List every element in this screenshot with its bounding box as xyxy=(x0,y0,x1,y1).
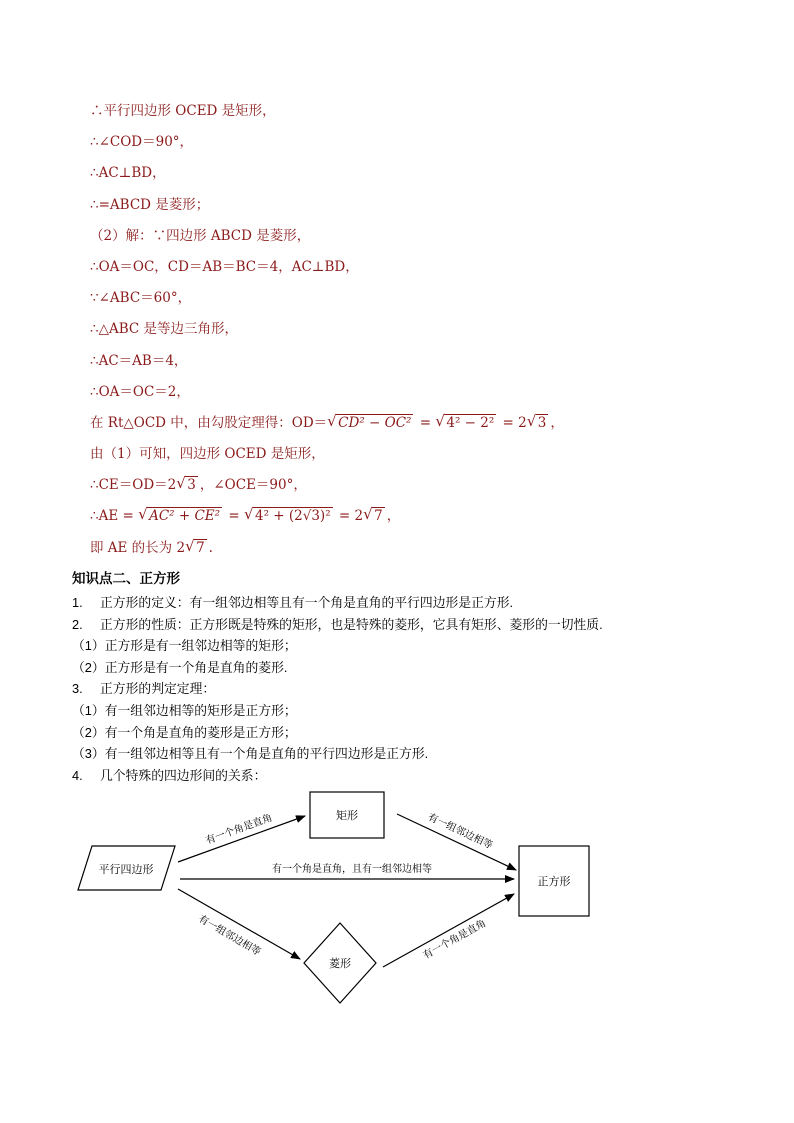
solution-line-ae: ∴AE = √ AC² + CE² = √ 4² + (2√3)² = 2 √ 7 ， xyxy=(90,501,730,532)
list-item: 1. 正方形的定义：有一组邻边相等且有一个角是直角的平行四边形是正方形. xyxy=(72,595,514,610)
solution-line: ∵∠ABC＝60°， xyxy=(90,290,192,307)
list-item: 4. 几个特殊的四边形间的关系： xyxy=(72,767,267,783)
edge-label-rect-square: 有一组邻边相等 xyxy=(426,811,495,852)
square-label: 正方形 xyxy=(537,875,571,888)
sqrt-expression: √ 4² + (2√3)² xyxy=(244,501,333,532)
solution-line: ∴AC＝AB＝4， xyxy=(90,352,188,369)
section-title: 知识点二、正方形 xyxy=(72,571,180,586)
list-item: （2）有一个角是直角的菱形是正方形； xyxy=(72,724,297,740)
sqrt-expression: √ 7 xyxy=(363,501,385,532)
sqrt-icon: √ xyxy=(176,474,186,493)
solution-line: ∴OA＝OC，CD＝AB＝BC＝4，AC⊥BD， xyxy=(90,258,359,275)
rectangle-label: 矩形 xyxy=(336,809,358,822)
edge-label-para-rect: 有一个角是直角 xyxy=(204,812,274,847)
sqrt-icon: √ xyxy=(363,505,373,524)
arrow-rect-to-square xyxy=(397,814,516,870)
solution-line-answer: 即 AE 的长为 2 √ 7 . xyxy=(90,533,730,564)
sqrt-icon: √ xyxy=(243,505,254,524)
list-item: 2. 正方形的性质：正方形既是特殊的矩形，也是特殊的菱形，它具有矩形、菱形的一切性质. xyxy=(72,616,603,632)
sqrt-icon: √ xyxy=(327,411,337,430)
edge-label-para-square: 有一个角是直角，且有一组邻边相等 xyxy=(272,864,432,875)
sqrt-expression: √ 4² − 2² xyxy=(435,408,496,439)
sqrt-icon: √ xyxy=(435,411,445,430)
sqrt-expression: √ 7 xyxy=(185,533,207,564)
sqrt-icon: √ xyxy=(185,536,195,555)
solution-line: 由（1）可知，四边形 OCED 是矩形， xyxy=(90,446,325,463)
solution-line: ∴=ABCD 是菱形； xyxy=(90,196,210,213)
sqrt-expression: √ AC² + CE² xyxy=(138,501,222,532)
edge-label-para-rhombus: 有一组邻边相等 xyxy=(196,913,263,959)
list-item: （1）正方形是有一组邻边相等的矩形； xyxy=(72,638,297,654)
parallelogram-label: 平行四边形 xyxy=(98,863,154,876)
edge-label-rhombus-square: 有一个角是直角 xyxy=(421,918,489,962)
list-item: （1）有一组邻边相等的矩形是正方形； xyxy=(72,702,297,718)
solution-line: ∴△ABC 是等边三角形， xyxy=(90,321,239,338)
sqrt-expression: √ CD² − OC² xyxy=(327,408,413,439)
sqrt-icon: √ xyxy=(526,411,537,430)
knowledge-point-section xyxy=(72,566,762,786)
list-item: 3. 正方形的判定定理： xyxy=(72,681,216,697)
solution-line: ∴∠COD＝90°， xyxy=(90,134,194,151)
od-prefix: 在 Rt△OCD 中，由勾股定理得：OD＝ xyxy=(90,414,328,431)
rhombus-label: 菱形 xyxy=(329,957,351,970)
solution-line: ∴OA＝OC＝2， xyxy=(90,383,190,400)
solution-line: ∴平行四边形 OCED 是矩形， xyxy=(90,103,276,119)
solution-line: （2）解：∵四边形 ABCD 是菱形， xyxy=(90,227,311,244)
solution-line-ce: ∴CE＝OD＝2 √ 3 ，∠OCE＝90°， xyxy=(90,470,730,501)
list-item: （2）正方形是有一个角是直角的菱形. xyxy=(72,659,288,675)
solution-block xyxy=(90,96,730,564)
solution-line-od: 在 Rt△OCD 中，由勾股定理得：OD＝ √ CD² − OC² = √ 4² − 2² = 2 √ 3 ， xyxy=(90,408,730,439)
solution-line: ∴AC⊥BD， xyxy=(90,165,166,182)
sqrt-icon: √ xyxy=(138,505,148,524)
sqrt-expression: √ 3 xyxy=(176,470,198,501)
quadrilateral-relationship-diagram xyxy=(0,770,794,1030)
list-item: （3）有一组邻边相等且有一个角是直角的平行四边形是正方形. xyxy=(72,746,429,762)
arrow-rhombus-to-square xyxy=(383,894,514,967)
arrow-para-to-rhombus xyxy=(178,889,300,959)
sqrt-expression: √ 3 xyxy=(527,408,549,439)
